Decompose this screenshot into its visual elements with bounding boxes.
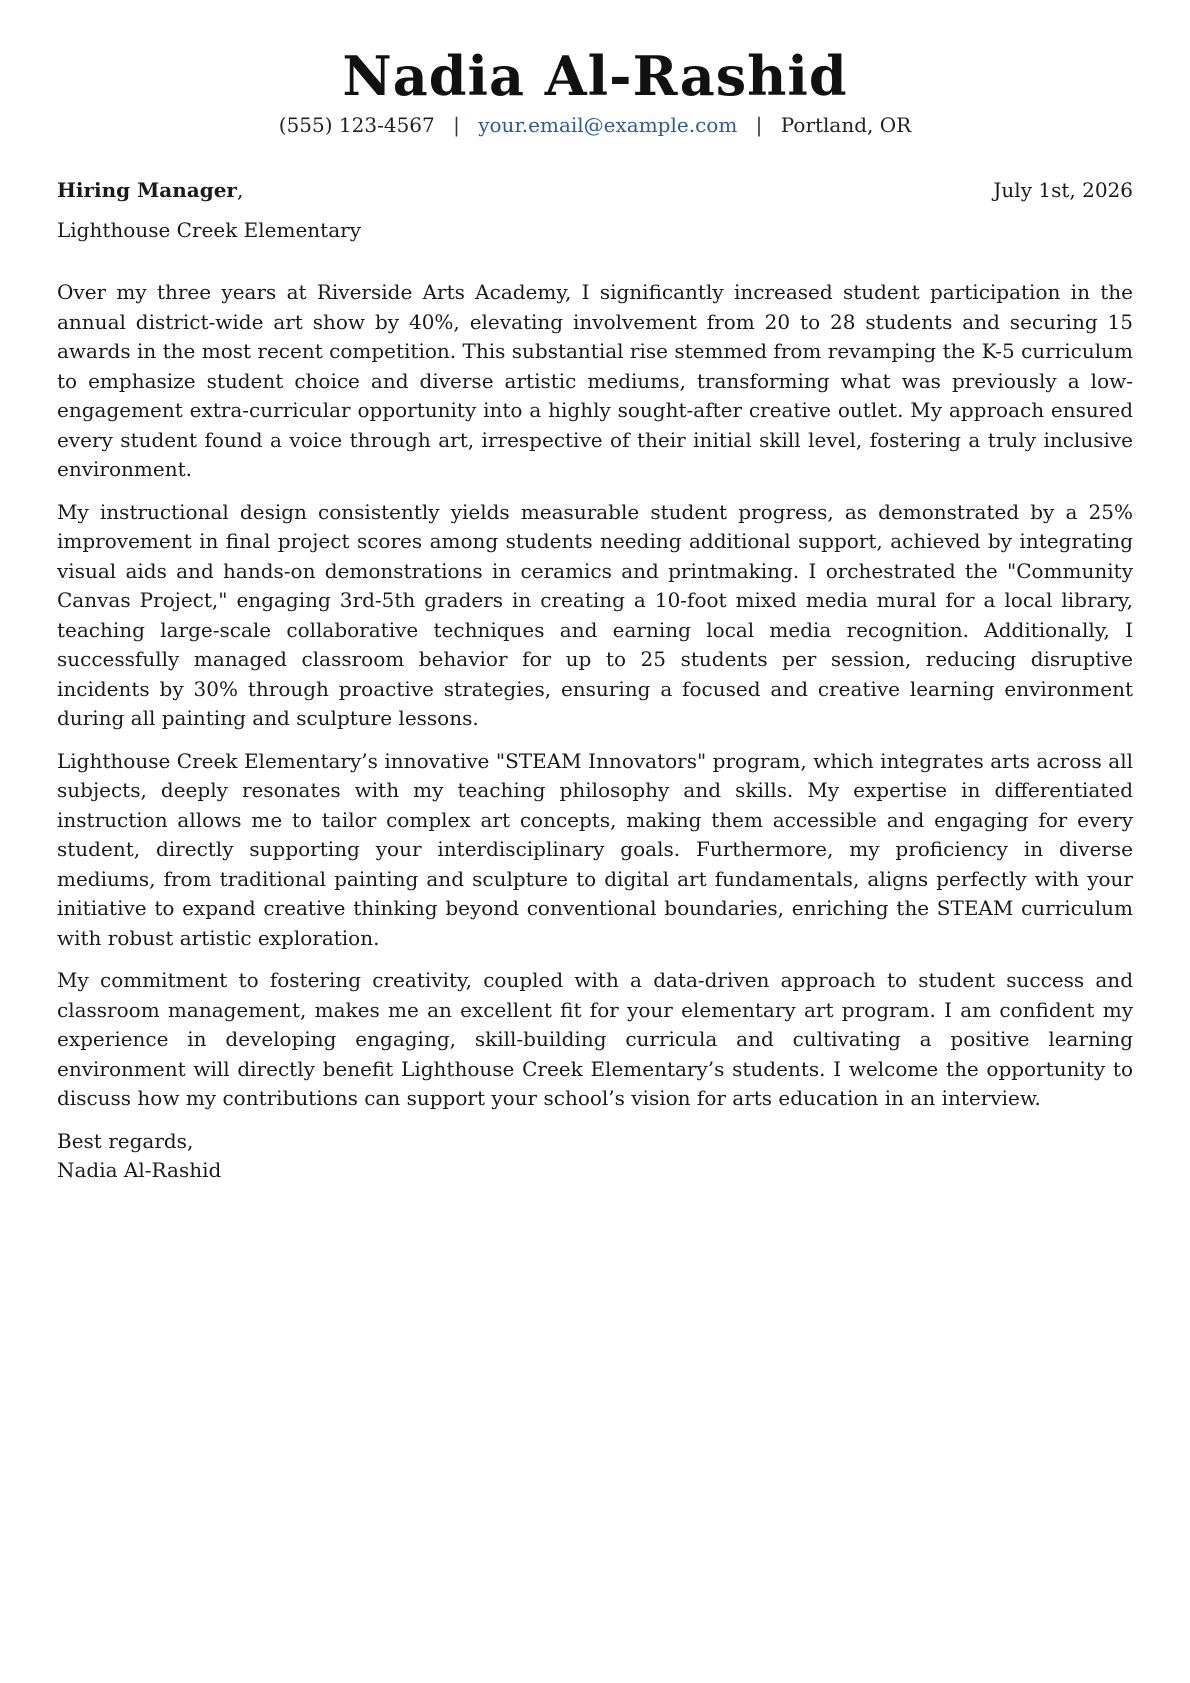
phone-number: (555) 123-4567	[278, 113, 435, 137]
recipient-row	[57, 176, 1133, 204]
contact-line	[57, 110, 1133, 140]
letter-date: July 1st, 2026	[993, 178, 1133, 202]
recipient-greeting	[57, 176, 243, 204]
recipient-organization: Lighthouse Creek Elementary	[57, 218, 362, 242]
signature-name: Nadia Al-Rashid	[57, 1158, 222, 1182]
recipient-name: Hiring Manager	[57, 178, 237, 202]
letter-header	[57, 0, 1133, 140]
applicant-name: Nadia Al-Rashid	[342, 44, 848, 108]
body-paragraph: My commitment to fostering creativity, coupled with a data-driven approach to student success and classroom management, makes me an excellent fit for your elementary art program. I am confident my experience in developing engaging, skill-building curricula and cultivating a positive learning environment will directly benefit Lighthouse Creek Elementary’s students. I welcome the opportunity to discuss how my contributions can support your school’s vision for arts education in an interview.	[57, 968, 1133, 1110]
body-paragraph: My instructional design consistently yields measurable student progress, as demonstrated by a 25% improvement in final project scores among students needing additional support, achieved by integrating visual aids and hands-on demonstrations in ceramics and printmaking. I orchestrated the "Community Canvas Project," engaging 3rd-5th graders in creating a 10-foot mixed media mural for a local library, teaching large-scale collaborative techniques and earning local media recognition. Additionally, I successfully managed classroom behavior for up to 25 students per session, reducing disruptive incidents by 30% through proactive strategies, ensuring a focused and creative learning environment during all painting and sculpture lessons.	[57, 499, 1133, 730]
letter-body	[57, 278, 1133, 1114]
email-link[interactable]: your.email@example.com	[478, 113, 738, 137]
recipient-name-suffix: ,	[236, 178, 244, 202]
letter-closing	[57, 1127, 1133, 1186]
closing-salutation: Best regards,	[57, 1128, 194, 1153]
body-paragraph: Lighthouse Creek Elementary’s innovative "STEAM Innovators" program, which integrates arts across all subjects, deeply resonates with my teaching philosophy and skills. My expertise in differentiated instruction allows me to tailor complex art concepts, making them accessible and engaging for every student, directly supporting your interdisciplinary goals. Furthermore, my proficiency in diverse mediums, from traditional painting and sculpture to digital art fundamentals, aligns perfectly with your initiative to expand creative thinking beyond conventional boundaries, enriching the STEAM curriculum with robust artistic exploration.	[57, 748, 1133, 950]
contact-separator: |	[453, 113, 460, 137]
body-paragraph: Over my three years at Riverside Arts Academy, I significantly increased student participation in the annual district-wide art show by 40%, elevating involvement from 20 to 28 students and securing 15 awards in the most recent competition. This substantial rise stemmed from revamping the K-5 curriculum to emphasize student choice and diverse artistic mediums, transforming what was previously a low-engagement extra-curricular opportunity into a highly sought-after creative outlet. My approach ensured every student found a voice through art, irrespective of their initial skill level, fostering a truly inclusive environment.	[57, 280, 1133, 481]
location: Portland, OR	[780, 113, 912, 137]
contact-separator: |	[755, 113, 763, 137]
